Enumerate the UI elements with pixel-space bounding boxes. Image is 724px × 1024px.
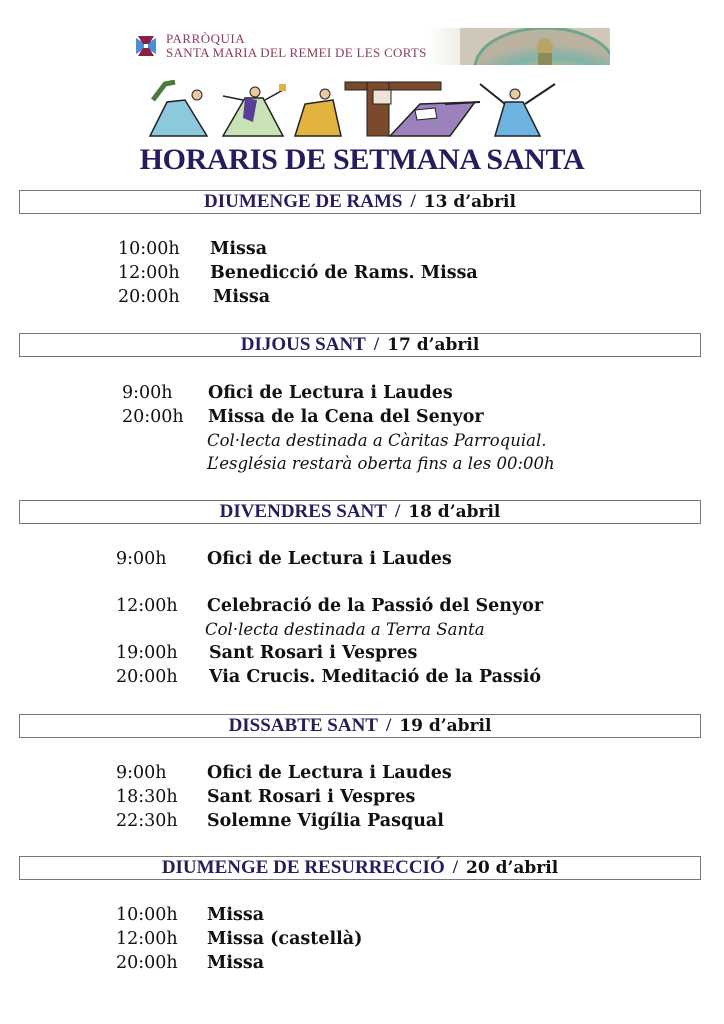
- event-time: 12:00h: [116, 929, 178, 949]
- day-header: [19, 190, 701, 214]
- day-name: DISSABTE SANT: [228, 715, 378, 736]
- cross-logo-icon: [134, 34, 158, 58]
- event-title: Missa de la Cena del Senyor: [208, 407, 484, 427]
- event-title: Solemne Vigília Pasqual: [207, 811, 444, 831]
- parish-label: PARRÒQUIA: [166, 31, 246, 46]
- parish-name: SANTA MARIA DEL REMEI DE LES CORTS: [166, 45, 427, 60]
- day-name: DIUMENGE DE RAMS: [204, 191, 403, 212]
- parish-banner: [132, 28, 610, 65]
- event-title: Celebració de la Passió del Senyor: [207, 596, 544, 616]
- event-title: Sant Rosari i Vespres: [209, 643, 418, 663]
- parish-name-block: [166, 32, 427, 60]
- event-time: 20:00h: [116, 667, 178, 687]
- event-time: 19:00h: [116, 643, 178, 663]
- event-time: 10:00h: [116, 905, 178, 925]
- day-date: 19 d’abril: [399, 716, 492, 736]
- figure-palm: [150, 82, 207, 136]
- event-title: Missa: [210, 239, 268, 259]
- event-time: 22:30h: [116, 811, 178, 831]
- day-name: DIVENDRES SANT: [219, 501, 387, 522]
- day-header: [19, 333, 701, 357]
- event-time: 18:30h: [116, 787, 178, 807]
- figure-kneeling: [295, 89, 341, 136]
- event-title: Missa: [207, 905, 265, 925]
- event-title: Via Crucis. Meditació de la Passió: [209, 667, 542, 687]
- figure-risen: [480, 84, 555, 136]
- day-separator: /: [452, 857, 459, 878]
- event-title: Ofici de Lectura i Laudes: [207, 549, 452, 569]
- event-title: Ofici de Lectura i Laudes: [208, 383, 453, 403]
- day-header: [19, 856, 701, 880]
- event-note: Col·lecta destinada a Terra Santa: [205, 620, 485, 639]
- figure-prostrate: [390, 102, 480, 136]
- event-time: 10:00h: [118, 239, 180, 259]
- day-separator: /: [410, 191, 416, 212]
- day-separator: /: [385, 715, 392, 736]
- day-separator: /: [373, 334, 380, 355]
- day-name: DIJOUS SANT: [240, 334, 366, 355]
- event-note: L’església restarà oberta fins a les 00:00h: [207, 454, 555, 473]
- event-title: Missa: [213, 287, 271, 307]
- event-time: 20:00h: [122, 407, 184, 427]
- event-title: Sant Rosari i Vespres: [207, 787, 416, 807]
- event-note: Col·lecta destinada a Càritas Parroquial.: [207, 431, 547, 450]
- day-header: [19, 500, 701, 524]
- mosaic-photo: [460, 28, 610, 65]
- event-time: 12:00h: [118, 263, 180, 283]
- event-title: Benedicció de Rams. Missa: [210, 263, 478, 283]
- day-date: 18 d’abril: [408, 502, 501, 522]
- page-title: HORARIS DE SETMANA SANTA: [139, 143, 585, 176]
- event-title: Ofici de Lectura i Laudes: [207, 763, 452, 783]
- event-time: 9:00h: [122, 383, 173, 403]
- event-title: Missa: [207, 953, 265, 973]
- day-date: 13 d’abril: [423, 192, 516, 212]
- figure-chalice: [223, 84, 286, 136]
- day-name: DIUMENGE DE RESURRECCIÓ: [161, 857, 445, 878]
- holy-week-figures-illustration: [145, 80, 565, 138]
- day-date: 17 d’abril: [387, 335, 480, 355]
- event-time: 20:00h: [118, 287, 180, 307]
- day-date: 20 d’abril: [466, 858, 559, 878]
- event-title: Missa (castellà): [207, 929, 363, 949]
- event-time: 12:00h: [116, 596, 178, 616]
- event-time: 9:00h: [116, 549, 167, 569]
- event-time: 20:00h: [116, 953, 178, 973]
- day-separator: /: [394, 501, 401, 522]
- event-time: 9:00h: [116, 763, 167, 783]
- day-header: [19, 714, 701, 738]
